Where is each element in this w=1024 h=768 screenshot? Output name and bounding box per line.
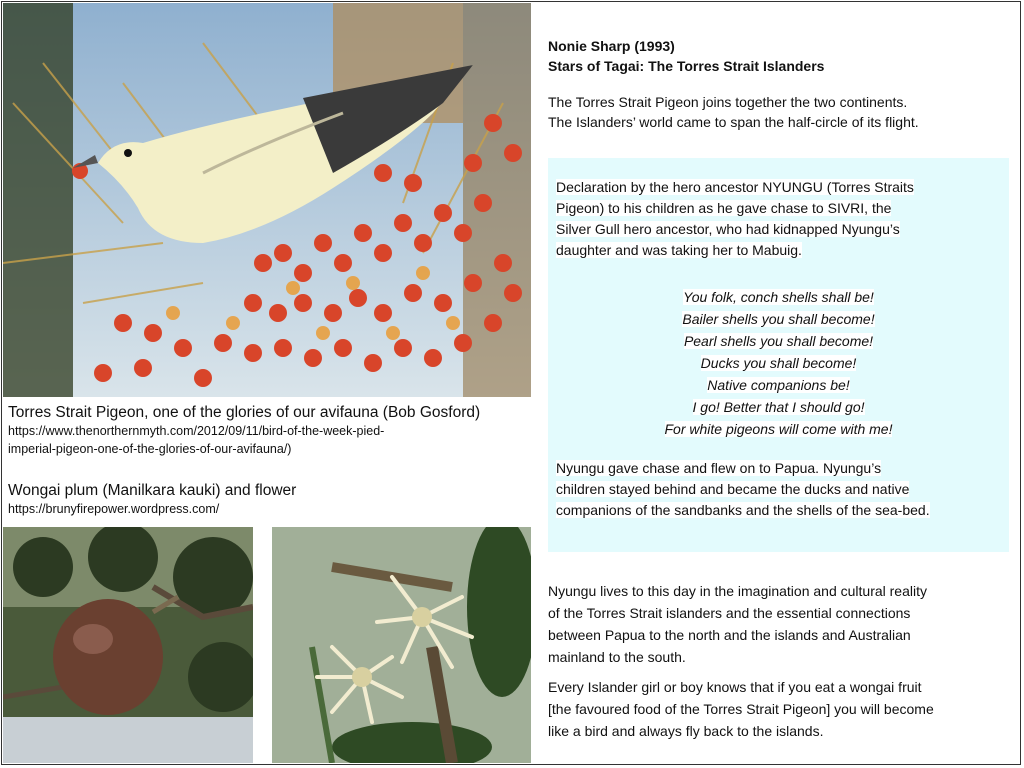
wongai-line: Every Islander girl or boy knows that if you eat a wongai fruit xyxy=(548,679,922,695)
legacy-line: between Papua to the north and the islands and Australian xyxy=(548,627,911,643)
source-citation xyxy=(548,36,1013,76)
aftermath-line: children stayed behind and became the ducks and native xyxy=(556,481,910,497)
pigeon-caption xyxy=(8,403,533,458)
wongai-line: like a bird and always fly back to the islands. xyxy=(548,723,824,739)
legacy-paragraph xyxy=(548,580,1013,668)
pigeon-on-berries-icon xyxy=(3,3,531,397)
poem-line: Native companions be! xyxy=(707,377,850,393)
source-author: Nonie Sharp (1993) xyxy=(548,38,675,54)
poem-line: I go! Better that I should go! xyxy=(692,399,865,415)
legacy-line: of the Torres Strait islanders and the essential connections xyxy=(548,605,911,621)
quote-box xyxy=(548,158,1009,552)
declaration-paragraph xyxy=(556,177,996,261)
intro-paragraph xyxy=(548,92,1013,132)
pigeon-caption-title: Torres Strait Pigeon, one of the glories of our avifauna (Bob Gosford) xyxy=(8,404,481,421)
wongai-paragraph xyxy=(548,676,1013,742)
plum-caption-title: Wongai plum (Manilkara kauki) and flower xyxy=(8,482,297,499)
declaration-line: daughter and was taking her to Mabuig. xyxy=(556,242,802,258)
declaration-line: Declaration by the hero ancestor NYUNGU (Torres Straits xyxy=(556,179,914,195)
legacy-line: mainland to the south. xyxy=(548,649,686,665)
wongai-flower-icon xyxy=(272,527,531,763)
wongai-plum-photo xyxy=(3,527,253,763)
plum-caption xyxy=(8,481,533,518)
aftermath-paragraph xyxy=(556,458,1006,521)
wongai-flower-photo xyxy=(272,527,531,763)
poem-line: For white pigeons will come with me! xyxy=(664,421,893,437)
poem-line: Ducks you shall become! xyxy=(700,355,857,371)
wongai-line: [the favoured food of the Torres Strait Pigeon] you will become xyxy=(548,701,934,717)
legacy-line: Nyungu lives to this day in the imagination and cultural reality xyxy=(548,583,927,599)
pigeon-photo xyxy=(3,3,531,397)
plum-source-url: https://brunyfirepower.wordpress.com/ xyxy=(8,502,220,516)
aftermath-line: companions of the sandbanks and the shells of the sea-bed. xyxy=(556,502,930,518)
poem-line: Pearl shells you shall become! xyxy=(683,333,874,349)
declaration-line: Pigeon) to his children as he gave chase to SIVRI, the xyxy=(556,200,892,216)
declaration-line: Silver Gull hero ancestor, who had kidnapped Nyungu’s xyxy=(556,221,900,237)
intro-line: The Torres Strait Pigeon joins together the two continents. xyxy=(548,94,908,110)
poem-line: Bailer shells you shall become! xyxy=(682,311,875,327)
aftermath-line: Nyungu gave chase and flew on to Papua. Nyungu’s xyxy=(556,460,882,476)
pigeon-source-url: https://www.thenorthernmyth.com/2012/09/11/bird-of-the-week-pied- xyxy=(8,424,385,438)
intro-line: The Islanders’ world came to span the half-circle of its flight. xyxy=(548,114,919,130)
wongai-plum-fruit-icon xyxy=(3,527,253,763)
pigeon-source-url-continued: imperial-pigeon-one-of-the-glories-of-our-avifauna/) xyxy=(8,442,292,456)
poem-line: You folk, conch shells shall be! xyxy=(683,289,874,305)
source-title: Stars of Tagai: The Torres Strait Islanders xyxy=(548,58,825,74)
poem xyxy=(548,286,1009,440)
